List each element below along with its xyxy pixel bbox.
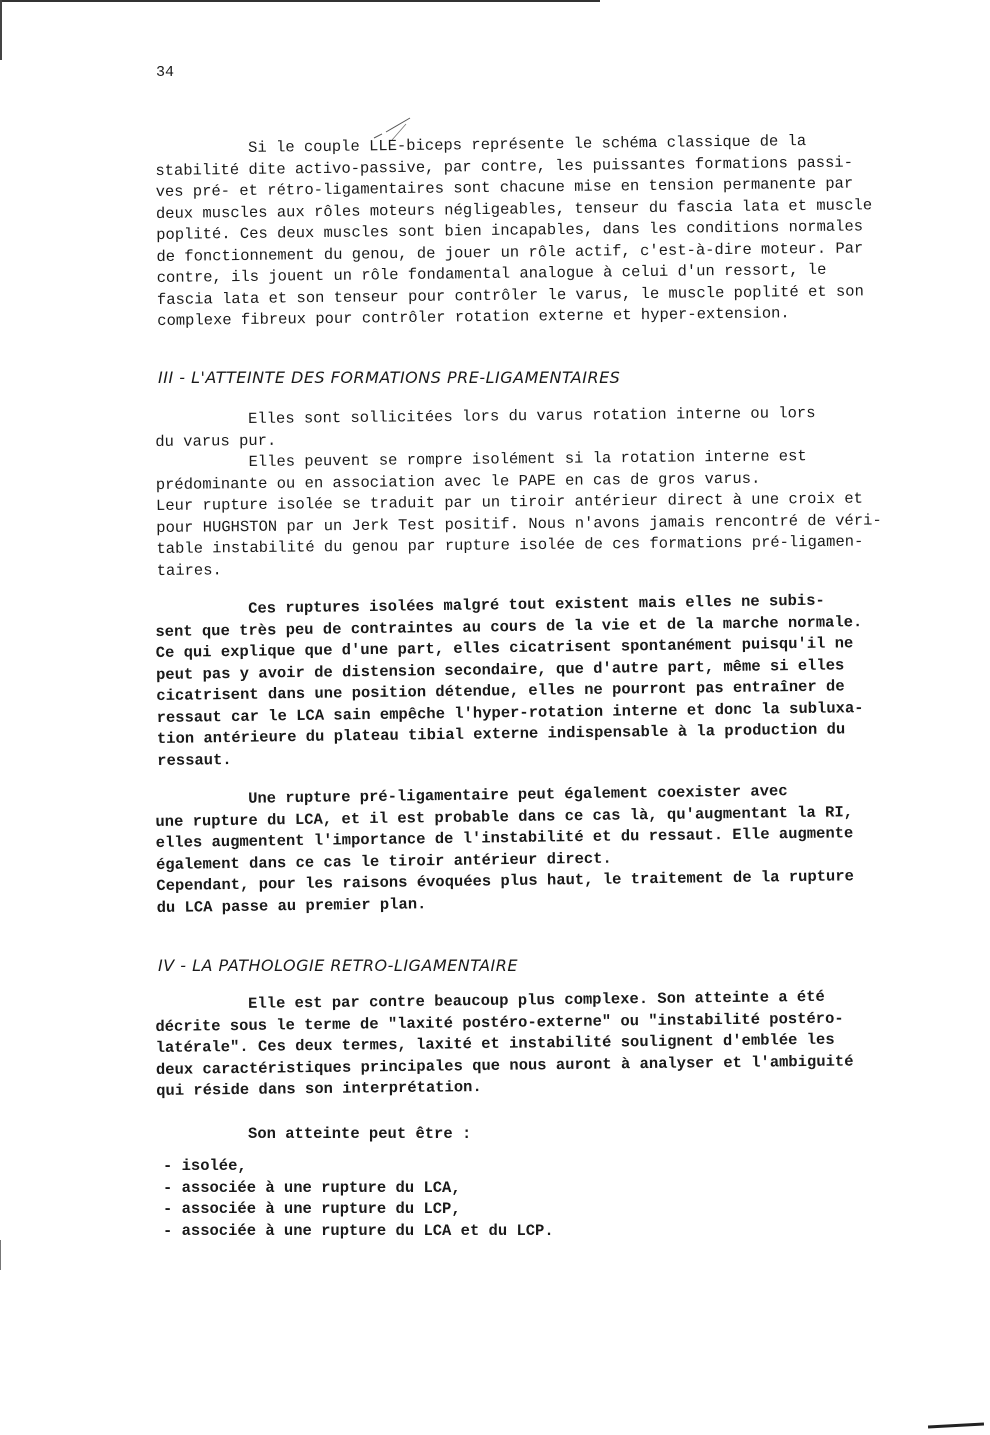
section-heading-iv: IV - LA PATHOLOGIE RETRO-LIGAMENTAIRE — [158, 956, 518, 975]
text-line: Ces ruptures isolées malgré tout existent mais elles ne subis- — [155, 591, 825, 619]
text-line: Elle est par contre beaucoup plus complexe. Son atteinte a été — [155, 987, 825, 1014]
scan-edge-left — [0, 0, 2, 60]
paragraph-5 — [155, 985, 956, 1102]
ink-mark — [928, 1423, 984, 1429]
text-line: deux muscles aux rôles moteurs négligeables, tenseur du fascia lata et muscle — [155, 195, 873, 223]
page-number: 34 — [156, 64, 175, 81]
text-line: - associée à une rupture du LCA, — [163, 1178, 461, 1197]
text-line: latérale". Ces deux termes, laxité et instabilité soulignent d'emblée les — [155, 1030, 835, 1057]
scan-edge-left-lower — [0, 1240, 1, 1270]
text-line: ves pré- et rétro-ligamentaires sont chacune mise en tension permanente par — [155, 174, 854, 201]
text-line: Leur rupture isolée se traduit par un tiroir antérieur direct à une croix et — [155, 489, 863, 515]
text-line: Ce qui explique que d'une part, elles cicatrisent spontanément puisqu'il ne — [155, 634, 854, 662]
text-line: Elles peuvent se rompre isolément si la rotation interne est — [155, 447, 807, 472]
text-line: prédominante ou en association avec le PAPE en cas de gros varus. — [155, 469, 761, 494]
text-line: de fonctionnement du genou, de jouer un rôle actif, c'est-à-dire moteur. Par — [156, 238, 864, 266]
text-line: cicatrisent dans une position détendue, elles ne pourront pas entraîner de — [156, 677, 845, 705]
atteinte-list — [163, 1156, 963, 1242]
scan-edge-top — [0, 0, 600, 2]
paragraph-2 — [155, 402, 957, 582]
text-line: qui réside dans son interprétation. — [156, 1078, 482, 1100]
text-line: tion antérieure du plateau tibial externe indispensable à la production du — [156, 720, 846, 748]
text-line: également dans ce cas le tiroir antérieur direct. — [155, 849, 612, 874]
text-line: elles augmentent l'importance de l'instabilité et du ressaut. Elle augmente — [155, 824, 854, 852]
text-line: taires. — [156, 560, 222, 580]
text-line: ressaut. — [157, 750, 232, 770]
text-line: Cependant, pour les raisons évoquées plus haut, le traitement de la rupture — [156, 867, 855, 895]
text-line: deux caractéristiques principales que nous auront à analyser et l'ambiguité — [155, 1051, 854, 1079]
text-line: contre, ils jouent un rôle fondamental analogue à celui d'un ressort, le — [156, 260, 827, 287]
paragraph-6 — [155, 1124, 955, 1146]
paragraph-1 — [155, 129, 957, 332]
text-line: - associée à une rupture du LCP, — [163, 1200, 461, 1218]
text-line: complexe fibreux pour contrôler rotation externe et hyper-extension. — [157, 304, 790, 330]
text-line: Si le couple LLE-biceps représente le schéma classique de la — [155, 132, 807, 158]
text-line: du LCA passe au premier plan. — [156, 894, 427, 917]
paragraph-3 — [155, 589, 957, 772]
text-line: pour HUGHSTON par un Jerk Test positif. Nous n'avons jamais rencontré de véri- — [156, 510, 882, 537]
text-line: stabilité dite activo-passive, par contre, les puissantes formations passi- — [155, 152, 854, 180]
text-line: décrite sous le terme de "laxité postéro-externe" ou "instabilité postéro- — [155, 1009, 844, 1036]
text-line: - isolée, — [163, 1157, 247, 1175]
text-line: fascia lata et son tenseur pour contrôler le varus, le muscle poplité et son — [156, 281, 864, 309]
text-line: Son atteinte peut être : — [155, 1125, 472, 1143]
text-line: sent que très peu de contraintes au cours de la vie et de la marche normale. — [155, 612, 863, 641]
paragraph-4 — [155, 779, 957, 919]
text-line: poplité. Ces deux muscles sont bien incapables, dans les conditions normales — [156, 217, 864, 244]
section-heading-iii: III - L'ATTEINTE DES FORMATIONS PRE-LIGAMENTAIRES — [158, 368, 621, 387]
text-line: Elles sont sollicitées lors du varus rotation interne ou lors — [155, 404, 816, 429]
text-line: ressaut car le LCA sain empêche l'hyper-rotation interne et donc la subluxa- — [156, 698, 864, 727]
text-line: - associée à une rupture du LCA et du LCP. — [163, 1221, 554, 1240]
text-line: table instabilité du genou par rupture isolée de ces formations pré-ligamen- — [156, 532, 864, 558]
text-line: du varus pur. — [155, 431, 277, 451]
text-line: peut pas y avoir de distension secondaire, que d'autre part, même si elles — [155, 655, 845, 684]
text-line: Une rupture pré-ligamentaire peut également coexister avec — [155, 782, 788, 809]
text-line: une rupture du LCA, et il est probable dans ce cas là, qu'augmentant la RI, — [155, 802, 854, 831]
